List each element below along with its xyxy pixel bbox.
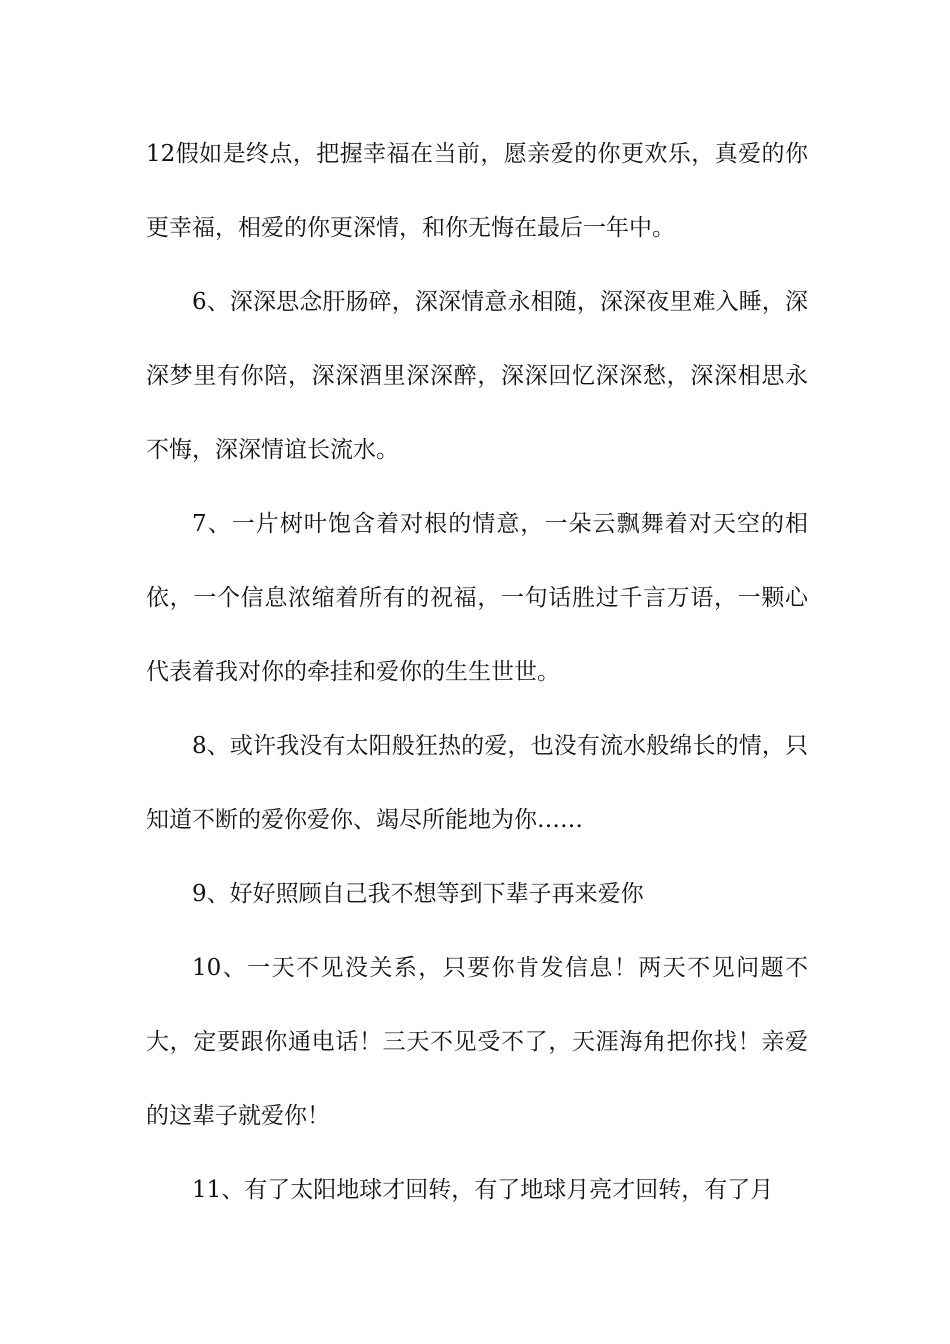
paragraph-11: 11、有了太阳地球才回转，有了地球月亮才回转，有了月 [192, 1177, 774, 1203]
paragraph-10: 10、一天不见没关系，只要你肯发信息！两天不见问题不大，定要跟你通电话！三天不见受不了，天涯海角把你找！亲爱的这辈子就爱你！ [146, 955, 808, 1129]
document-body [146, 117, 808, 1227]
paragraph-7: 7、一片树叶饱含着对根的情意，一朵云飘舞着对天空的相依，一个信息浓缩着所有的祝福，一句话胜过千言万语，一颗心代表着我对你的牵挂和爱你的生生世世。 [146, 511, 808, 685]
paragraph-9: 9、好好照顾自己我不想等到下辈子再来爱你 [192, 881, 644, 907]
paragraph-8: 8、或许我没有太阳般狂热的爱，也没有流水般绵长的情，只知道不断的爱你爱你、竭尽所能地为你…… [146, 733, 808, 833]
paragraph-6: 6、深深思念肝肠碎，深深情意永相随，深深夜里难入睡，深深梦里有你陪，深深酒里深深醉，深深回忆深深愁，深深相思永不悔，深深情谊长流水。 [146, 289, 808, 463]
paragraph-12-continuation: 12假如是终点，把握幸福在当前，愿亲爱的你更欢乐，真爱的你更幸福，相爱的你更深情，和你无悔在最后一年中。 [146, 141, 808, 241]
